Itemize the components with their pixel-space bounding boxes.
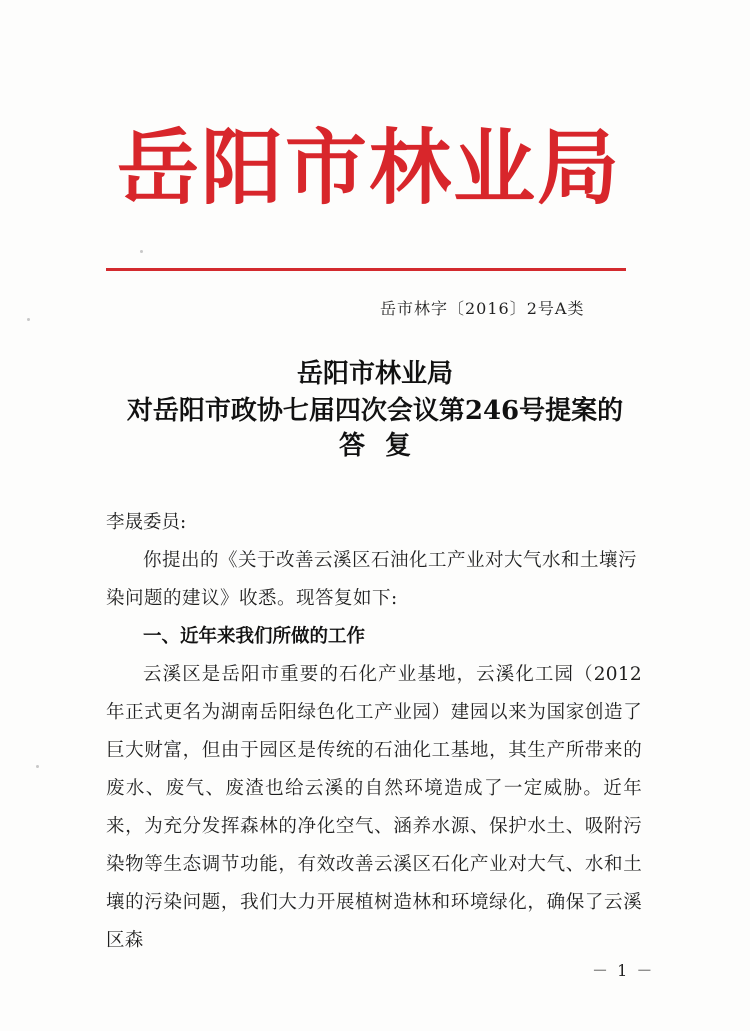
letterhead-divider xyxy=(106,268,626,271)
letterhead-title: 岳阳市林业局 xyxy=(116,120,621,216)
scan-speck xyxy=(140,250,143,253)
scan-speck xyxy=(27,318,30,321)
paragraph-intro: 你提出的《关于改善云溪区石油化工产业对大气水和土壤污染问题的建议》收悉。现答复如下: xyxy=(106,550,638,609)
document-number: 岳市林字〔2016〕2号A类 xyxy=(380,299,585,318)
salutation: 李晟委员: xyxy=(106,512,187,533)
reply-title-line-2: 对岳阳市政协七届四次会议第246号提案的 xyxy=(126,396,624,426)
page-number: － 1 － xyxy=(592,961,655,980)
reply-title-line-1: 岳阳市林业局 xyxy=(296,359,453,389)
reply-title-line-3: 答复 xyxy=(338,431,431,461)
paragraph-work-done: 云溪区是岳阳市重要的石化产业基地，云溪化工园（2012年正式更名为湖南岳阳绿色化工产业园）建园以来为国家创造了巨大财富，但由于园区是传统的石油化工基地，其生产所带来的废水、废气、废渣也给云溪的自然环境造成了一定威胁。近年来，为充分发挥森林的净化空气、涵养水源、保护水土、吸附污染物等生态调节功能，有效改善云溪区石化产业对大气、水和土壤的污染问题，我们大力开展植树造林和环境绿化，确保了云溪区森 xyxy=(106,664,642,951)
section-heading-1: 一、近年来我们所做的工作 xyxy=(143,626,366,647)
scan-speck xyxy=(36,765,39,768)
